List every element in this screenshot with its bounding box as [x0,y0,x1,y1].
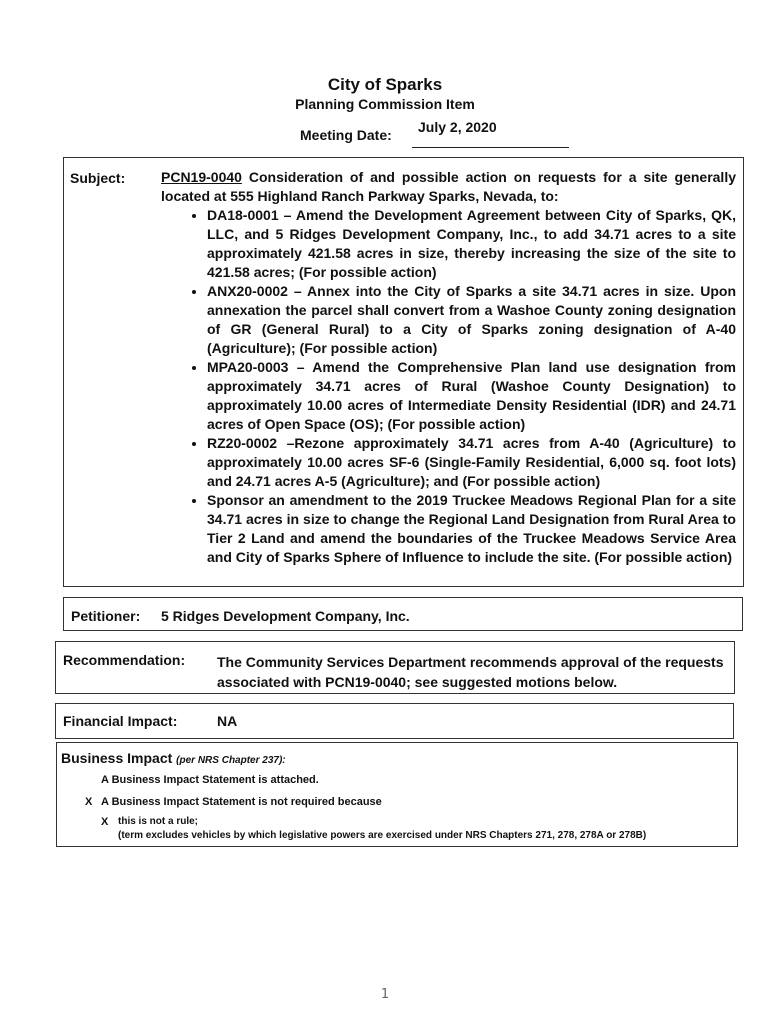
subject-body [161,168,736,567]
business-impact-heading: Business Impact [61,750,173,766]
subject-label: Subject: [70,170,126,186]
business-impact-check: X [85,796,93,808]
business-impact-line: A Business Impact Statement is attached. [101,774,319,786]
petitioner-label: Petitioner: [71,608,141,624]
business-impact-check: X [101,816,109,828]
recommendation-label: Recommendation: [63,652,186,668]
subject-intro [161,168,736,206]
financial-impact-label: Financial Impact: [63,713,178,729]
business-impact-line: this is not a rule; [118,816,199,827]
subject-intro-text: Consideration of and possible action on requests for a site generally located at 555 Highland Ranch Parkway Sparks, Nevada, to: [161,169,736,204]
document-subtitle: Planning Commission Item [295,96,475,112]
subject-item: • RZ20-0002 –Rezone approximately 34.71 acres from A-40 (Agriculture) to approximately 10.00 acres SF-6 (Single-Family Residential, 6,000 sq. foot lots) and 24.71 acres A-5 (Agriculture); and (For possible action) [207,434,736,491]
subject-item: • ANX20-0002 – Annex into the City of Sparks a site 34.71 acres in size. Upon annexation the parcel shall convert from a Washoe County zoning designation of GR (General Rural) to a City of Sparks zoning designation of A-40 (Agriculture); (For possible action) [207,282,736,358]
subject-item: • MPA20-0003 – Amend the Comprehensive Plan land use designation from approximately 34.71 acres of Rural (Washoe County Designation) to approximately 10.00 acres of Intermediate Density Residential (IDR) and 24.71 acres of Open Space (OS); (For possible action) [207,358,736,434]
case-number: PCN19-0040 [161,169,242,185]
business-impact-title [61,750,286,766]
business-impact-note: (per NRS Chapter 237): [176,755,286,766]
recommendation-value: The Community Services Department recommends approval of the requests associated with PCN19-0040; see suggested motions below. [217,654,724,690]
financial-impact-value: NA [217,713,238,729]
petitioner-value: 5 Ridges Development Company, Inc. [161,608,410,624]
business-impact-line: A Business Impact Statement is not required because [101,796,382,808]
meeting-date-label: Meeting Date: [300,127,392,143]
subject-items-list [161,206,736,567]
page-number: 1 [380,987,390,1002]
meeting-date-underline [412,147,569,148]
document-title: City of Sparks [327,75,443,94]
subject-item: • DA18-0001 – Amend the Development Agreement between City of Sparks, QK, LLC, and 5 Ridges Development Company, Inc., to add 34.71 acres to a site approximately 421.58 acres in size, thereby increasing the size of the site to 421.58 acres; (For possible action) [207,206,736,282]
business-impact-line: (term excludes vehicles by which legislative powers are exercised under NRS Chapters 271, 278, 278A or 278B) [118,830,647,841]
subject-item: • Sponsor an amendment to the 2019 Truckee Meadows Regional Plan for a site 34.71 acres in size to change the Regional Land Designation from Rural Area to Tier 2 Land and amend the boundaries of the Truckee Meadows Service Area and City of Sparks Sphere of Influence to include the site. (For possible action) [207,491,736,567]
meeting-date-value: July 2, 2020 [418,119,497,135]
